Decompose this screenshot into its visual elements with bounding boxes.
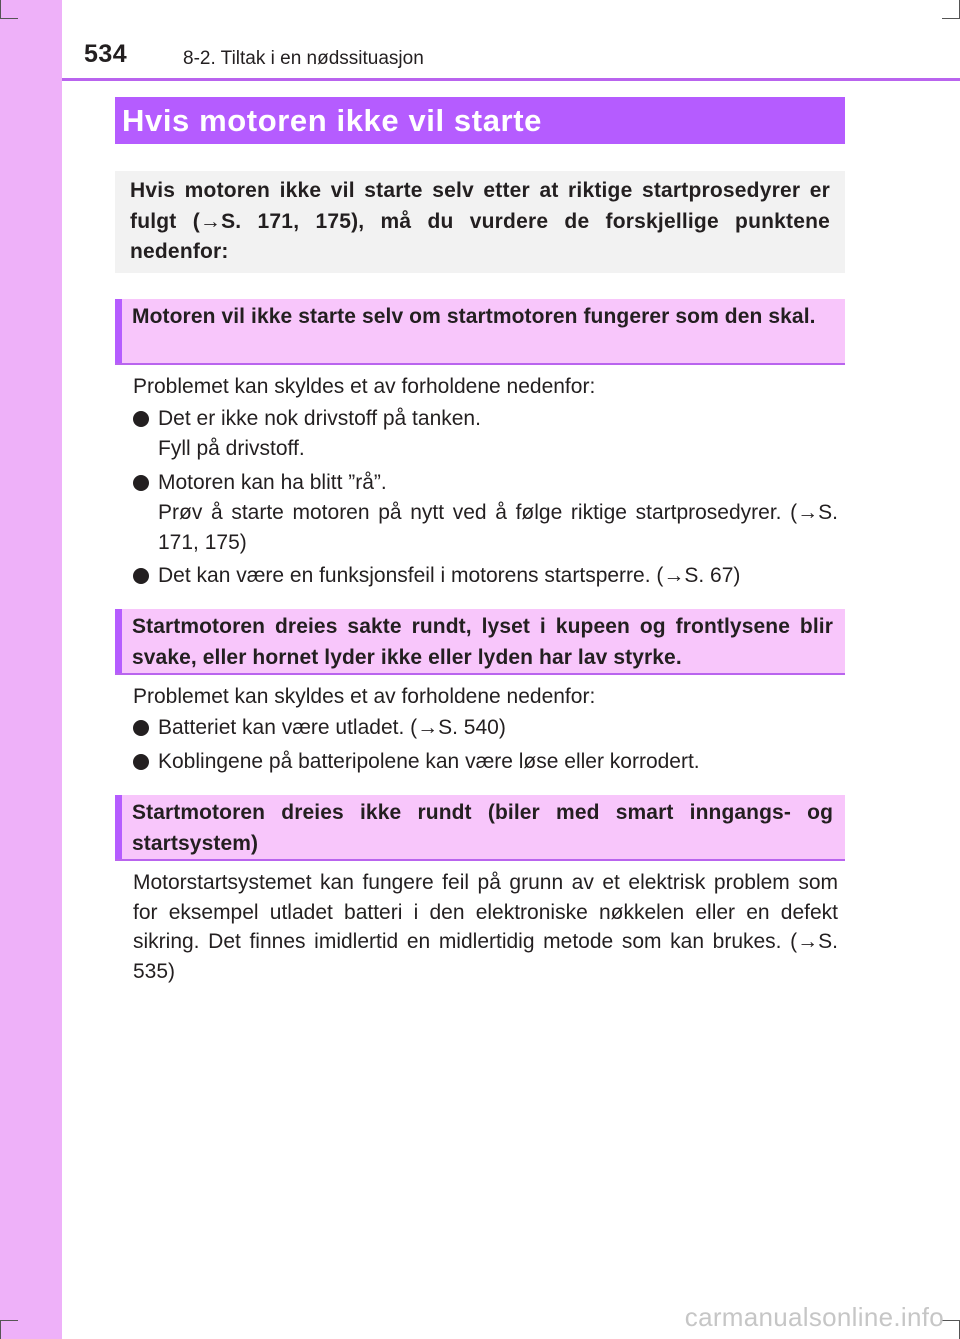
bullet-icon — [133, 411, 149, 427]
list-item-text: Det er ikke nok drivstoff på tanken. — [158, 407, 481, 430]
watermark: carmanualsonline.info — [684, 1302, 944, 1332]
section-1-lead: Problemet kan skyldes et av forholdene nedenfor: — [133, 375, 596, 398]
bullet-icon — [133, 475, 149, 491]
list-item — [133, 468, 838, 558]
section-heading-3: Startmotoren dreies ikke rundt (biler med smart inngangs- og startsystem) — [115, 795, 845, 861]
page-number: 534 — [84, 40, 128, 68]
crop-mark — [0, 1321, 1, 1339]
list-item-subtext: Prøv å starte motoren på nytt ved å følge riktige startprosedyrer. (→S. 171, 175) — [158, 501, 838, 554]
list-item-text: Motoren kan ha blitt ”rå”. — [158, 471, 387, 494]
bullet-icon — [133, 720, 149, 736]
section-2-lead: Problemet kan skyldes et av forholdene nedenfor: — [133, 685, 596, 708]
section-3-body: Motorstartsystemet kan fungere feil på grunn av et elektrisk problem som for eksempel utladet batteri i den elektroniske nøkkelen eller en defekt sikring. Det finnes imidlertid en midlertidig metode som kan brukes. (→S. 535) — [133, 871, 838, 983]
chapter-title: 8-2. Tiltak i en nødssituasjon — [183, 48, 424, 69]
section-heading-1: Motoren vil ikke starte selv om startmotoren fungerer som den skal. — [115, 299, 845, 365]
page-header — [0, 0, 960, 80]
list-item — [133, 404, 838, 464]
list-item — [133, 713, 838, 743]
list-item-subtext: Fyll på drivstoff. — [158, 437, 305, 460]
page-title: Hvis motoren ikke vil starte — [115, 97, 845, 144]
crop-mark — [942, 1320, 960, 1321]
list-item — [133, 747, 838, 777]
section-heading-2: Startmotoren dreies sakte rundt, lyset i kupeen og frontlysene blir svake, eller hornet lyder ikke eller lyden har lav styrke. — [115, 609, 845, 675]
crop-mark — [0, 1320, 18, 1321]
side-color-bar — [0, 0, 62, 1339]
list-item — [133, 561, 838, 591]
bullet-icon — [133, 754, 149, 770]
list-item-text: Batteriet kan være utladet. (→S. 540) — [158, 716, 506, 739]
intro-box: Hvis motoren ikke vil starte selv etter at riktige startprosedyrer er fulgt (→S. 171, 175), må du vurdere de forskjellige punktene nedenfor: — [115, 171, 845, 273]
list-item-text: Koblingene på batteripolene kan være løse eller korrodert. — [158, 750, 700, 773]
bullet-icon — [133, 568, 149, 584]
list-item-text: Det kan være en funksjonsfeil i motorens startsperre. (→S. 67) — [158, 564, 741, 587]
header-rule — [62, 78, 960, 81]
